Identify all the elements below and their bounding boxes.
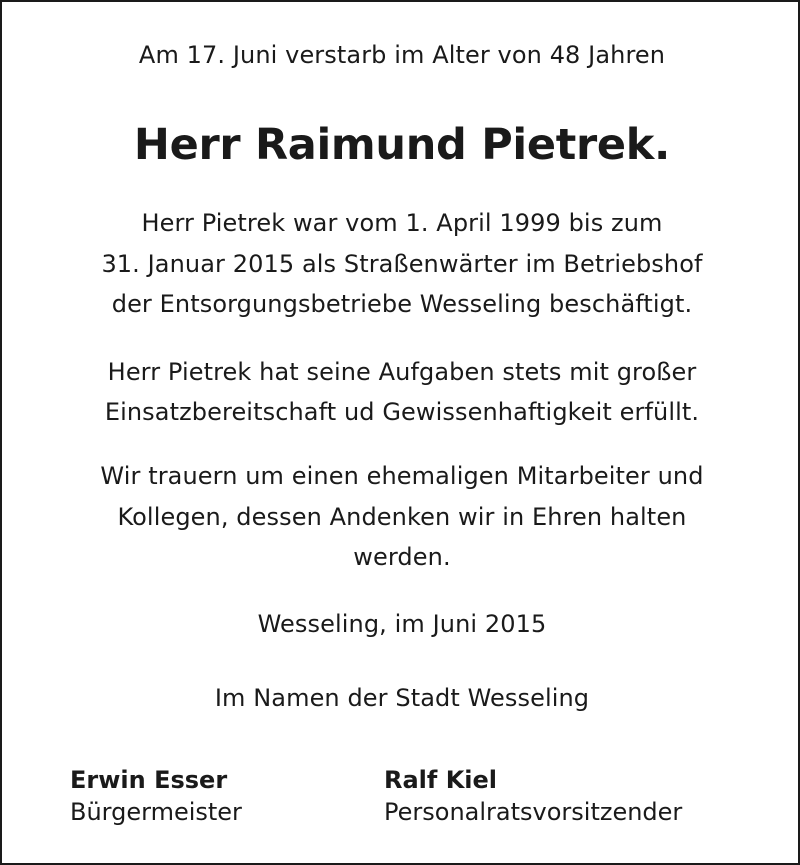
signatory-2-name: Ralf Kiel <box>384 766 498 794</box>
signatory-1-name: Erwin Esser <box>70 766 228 794</box>
paragraph-2-line-1: Herr Pietrek hat seine Aufgaben stets mit großer <box>107 358 697 386</box>
signatory-2 <box>384 764 682 828</box>
paragraph-3-line-2: Kollegen, dessen Andenken wir in Ehren halten <box>117 503 687 531</box>
paragraph-2-line-2: Einsatzbereitschaft ud Gewissenhaftigkeit erfüllt. <box>104 398 700 426</box>
intro-line: Am 17. Juni verstarb im Alter von 48 Jahren <box>138 41 666 69</box>
paragraph-1-line-3: der Entsorgungsbetriebe Wesseling beschäftigt. <box>111 290 693 318</box>
on-behalf-line: Im Namen der Stadt Wesseling <box>214 684 590 712</box>
paragraph-3-line-1: Wir trauern um einen ehemaligen Mitarbeiter und <box>100 462 704 490</box>
paragraph-1-line-1: Herr Pietrek war vom 1. April 1999 bis zum <box>141 209 663 237</box>
signatory-1-role: Bürgermeister <box>70 798 242 826</box>
paragraph-3-line-3: werden. <box>353 543 451 571</box>
deceased-name: Herr Raimund Pietrek. <box>133 120 671 170</box>
place-date: Wesseling, im Juni 2015 <box>257 610 547 638</box>
signatory-1 <box>70 764 242 828</box>
paragraph-1-line-2: 31. Januar 2015 als Straßenwärter im Betriebshof <box>101 250 703 278</box>
signatory-2-role: Personalratsvorsitzender <box>384 798 683 826</box>
